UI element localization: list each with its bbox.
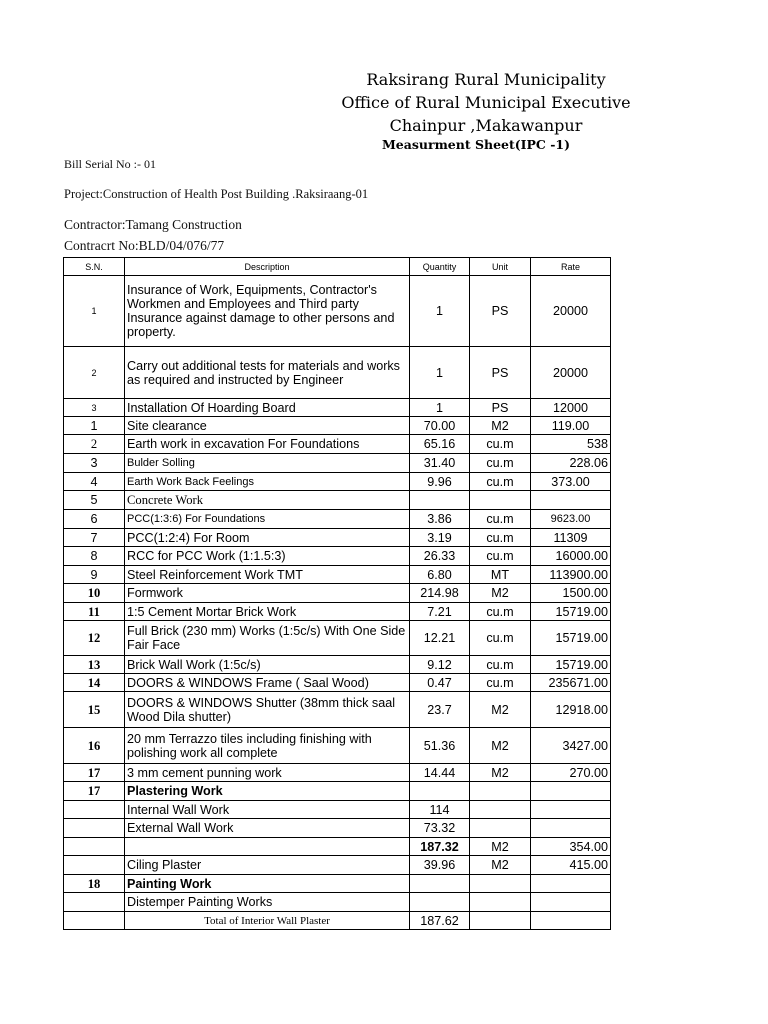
cell-unit: PS: [470, 347, 531, 399]
cell-unit: [470, 782, 531, 801]
cell-description: Ciling Plaster: [125, 856, 410, 875]
table-row: [64, 674, 611, 692]
cell-quantity: 187.32: [410, 838, 470, 856]
cell-description: 20 mm Terrazzo tiles including finishing with polishing work all complete: [125, 728, 410, 764]
cell-description: Earth work in excavation For Foundations: [125, 435, 410, 454]
cell-quantity: 14.44: [410, 764, 470, 782]
cell-unit: M2: [470, 584, 531, 603]
cell-description: Total of Interior Wall Plaster: [125, 912, 410, 930]
cell-quantity: 70.00: [410, 417, 470, 435]
cell-rate: 119.00: [531, 417, 611, 435]
column-header-rate: Rate: [531, 258, 611, 276]
sheet-title: Measurment Sheet(IPC -1): [381, 137, 571, 152]
cell-rate: 228.06: [531, 454, 611, 473]
table-row: [64, 692, 611, 728]
cell-quantity: 31.40: [410, 454, 470, 473]
cell-unit: cu.m: [470, 547, 531, 566]
cell-unit: M2: [470, 728, 531, 764]
cell-sn: 15: [64, 692, 125, 728]
cell-rate: 11309: [531, 529, 611, 547]
cell-description: Site clearance: [125, 417, 410, 435]
bill-serial: Bill Serial No :- 01: [64, 157, 156, 171]
cell-sn: [64, 819, 125, 838]
table-row: [64, 764, 611, 782]
cell-sn: 12: [64, 621, 125, 656]
cell-rate: 354.00: [531, 838, 611, 856]
cell-quantity: 73.32: [410, 819, 470, 838]
cell-sn: [64, 801, 125, 819]
cell-rate: 1500.00: [531, 584, 611, 603]
cell-unit: M2: [470, 764, 531, 782]
cell-rate: [531, 875, 611, 893]
cell-sn: 1: [64, 276, 125, 347]
cell-unit: MT: [470, 566, 531, 584]
cell-description: Formwork: [125, 584, 410, 603]
cell-description: 1:5 Cement Mortar Brick Work: [125, 603, 410, 621]
cell-sn: 2: [64, 347, 125, 399]
cell-description: DOORS & WINDOWS Shutter (38mm thick saal Wood Dila shutter): [125, 692, 410, 728]
cell-quantity: 3.19: [410, 529, 470, 547]
cell-unit: [470, 893, 531, 912]
cell-unit: PS: [470, 399, 531, 417]
table-row: [64, 621, 611, 656]
table-row: [64, 603, 611, 621]
municipality-title: Raksirang Rural Municipality: [366, 70, 606, 89]
cell-description: DOORS & WINDOWS Frame ( Saal Wood): [125, 674, 410, 692]
contractor-name: Contractor:Tamang Construction: [64, 217, 242, 232]
cell-sn: 13: [64, 656, 125, 674]
table-row: [64, 417, 611, 435]
cell-description: [125, 838, 410, 856]
cell-unit: M2: [470, 838, 531, 856]
cell-quantity: 23.7: [410, 692, 470, 728]
cell-unit: cu.m: [470, 656, 531, 674]
table-row: [64, 473, 611, 491]
cell-unit: [470, 801, 531, 819]
cell-unit: [470, 875, 531, 893]
table-row: [64, 584, 611, 603]
cell-rate: [531, 801, 611, 819]
table-row: [64, 399, 611, 417]
cell-rate: 538: [531, 435, 611, 454]
cell-description: Internal Wall Work: [125, 801, 410, 819]
cell-unit: cu.m: [470, 473, 531, 491]
column-header-sn: S.N.: [64, 258, 125, 276]
cell-quantity: [410, 491, 470, 510]
cell-quantity: 187.62: [410, 912, 470, 930]
table-row: [64, 547, 611, 566]
table-row: [64, 454, 611, 473]
table-header-row: [64, 258, 611, 276]
cell-quantity: 1: [410, 347, 470, 399]
cell-sn: 18: [64, 875, 125, 893]
cell-rate: [531, 782, 611, 801]
cell-unit: PS: [470, 276, 531, 347]
cell-sn: 8: [64, 547, 125, 566]
cell-sn: 2: [64, 435, 125, 454]
cell-unit: M2: [470, 692, 531, 728]
cell-quantity: 7.21: [410, 603, 470, 621]
cell-rate: [531, 893, 611, 912]
cell-sn: [64, 856, 125, 875]
cell-quantity: 1: [410, 276, 470, 347]
table-row: [64, 728, 611, 764]
cell-description: Full Brick (230 mm) Works (1:5c/s) With One Side Fair Face: [125, 621, 410, 656]
cell-description: Painting Work: [125, 875, 410, 893]
cell-sn: 5: [64, 491, 125, 510]
column-header-unit: Unit: [470, 258, 531, 276]
table-row: [64, 856, 611, 875]
cell-sn: [64, 838, 125, 856]
cell-unit: cu.m: [470, 435, 531, 454]
cell-rate: 20000: [531, 276, 611, 347]
cell-unit: [470, 912, 531, 930]
cell-quantity: 0.47: [410, 674, 470, 692]
cell-description: PCC(1:2:4) For Room: [125, 529, 410, 547]
table-row: [64, 276, 611, 347]
cell-rate: [531, 491, 611, 510]
cell-rate: 12918.00: [531, 692, 611, 728]
cell-rate: 20000: [531, 347, 611, 399]
cell-unit: cu.m: [470, 529, 531, 547]
cell-sn: 7: [64, 529, 125, 547]
cell-rate: 235671.00: [531, 674, 611, 692]
cell-unit: cu.m: [470, 674, 531, 692]
cell-rate: 15719.00: [531, 621, 611, 656]
cell-unit: cu.m: [470, 510, 531, 529]
cell-sn: 16: [64, 728, 125, 764]
cell-description: Earth Work Back Feelings: [125, 473, 410, 491]
cell-unit: [470, 491, 531, 510]
contract-number: Contracrt No:BLD/04/076/77: [64, 238, 225, 253]
cell-sn: 9: [64, 566, 125, 584]
cell-quantity: 1: [410, 399, 470, 417]
cell-quantity: 3.86: [410, 510, 470, 529]
cell-sn: 17: [64, 782, 125, 801]
cell-quantity: 12.21: [410, 621, 470, 656]
table-row: [64, 782, 611, 801]
cell-quantity: [410, 875, 470, 893]
column-header-description: Description: [125, 258, 410, 276]
office-title: Office of Rural Municipal Executive: [341, 93, 631, 112]
cell-quantity: 26.33: [410, 547, 470, 566]
table-row: [64, 656, 611, 674]
cell-sn: 3: [64, 454, 125, 473]
table-row: [64, 801, 611, 819]
cell-unit: cu.m: [470, 621, 531, 656]
cell-quantity: 114: [410, 801, 470, 819]
cell-rate: 373.00: [531, 473, 611, 491]
cell-unit: cu.m: [470, 603, 531, 621]
table-row: [64, 912, 611, 930]
cell-sn: [64, 893, 125, 912]
cell-description: Insurance of Work, Equipments, Contractor's Workmen and Employees and Third party Insurance against damage to other persons and property.: [125, 276, 410, 347]
cell-quantity: 39.96: [410, 856, 470, 875]
table-row: [64, 435, 611, 454]
cell-quantity: 51.36: [410, 728, 470, 764]
table-row: [64, 529, 611, 547]
cell-sn: 1: [64, 417, 125, 435]
table-row: [64, 510, 611, 529]
cell-description: PCC(1:3:6) For Foundations: [125, 510, 410, 529]
cell-sn: 6: [64, 510, 125, 529]
cell-sn: [64, 912, 125, 930]
cell-rate: 15719.00: [531, 603, 611, 621]
table-row: [64, 893, 611, 912]
cell-quantity: [410, 893, 470, 912]
project-name: Project:Construction of Health Post Building .Raksiraang-01: [64, 187, 369, 201]
cell-description: Carry out additional tests for materials and works as required and instructed by Engineer: [125, 347, 410, 399]
cell-quantity: 214.98: [410, 584, 470, 603]
cell-description: Concrete Work: [125, 491, 410, 510]
cell-rate: 415.00: [531, 856, 611, 875]
cell-sn: 3: [64, 399, 125, 417]
cell-quantity: 65.16: [410, 435, 470, 454]
cell-quantity: 6.80: [410, 566, 470, 584]
cell-sn: 11: [64, 603, 125, 621]
cell-description: Plastering Work: [125, 782, 410, 801]
cell-rate: 9623.00: [531, 510, 611, 529]
cell-rate: 113900.00: [531, 566, 611, 584]
cell-unit: M2: [470, 856, 531, 875]
cell-description: Distemper Painting Works: [125, 893, 410, 912]
table-row: [64, 491, 611, 510]
cell-rate: 270.00: [531, 764, 611, 782]
cell-description: Steel Reinforcement Work TMT: [125, 566, 410, 584]
cell-rate: [531, 819, 611, 838]
cell-description: Installation Of Hoarding Board: [125, 399, 410, 417]
cell-sn: 4: [64, 473, 125, 491]
table-row: [64, 566, 611, 584]
cell-sn: 14: [64, 674, 125, 692]
cell-rate: 3427.00: [531, 728, 611, 764]
table-row: [64, 347, 611, 399]
cell-description: RCC for PCC Work (1:1.5:3): [125, 547, 410, 566]
table-row: [64, 875, 611, 893]
table-row: [64, 838, 611, 856]
cell-sn: 10: [64, 584, 125, 603]
cell-description: Brick Wall Work (1:5c/s): [125, 656, 410, 674]
cell-unit: [470, 819, 531, 838]
column-header-quantity: Quantity: [410, 258, 470, 276]
cell-quantity: 9.12: [410, 656, 470, 674]
measurement-table: [63, 257, 611, 930]
cell-unit: cu.m: [470, 454, 531, 473]
cell-unit: M2: [470, 417, 531, 435]
cell-quantity: 9.96: [410, 473, 470, 491]
cell-rate: 15719.00: [531, 656, 611, 674]
cell-sn: 17: [64, 764, 125, 782]
table-row: [64, 819, 611, 838]
cell-rate: [531, 912, 611, 930]
cell-rate: 16000.00: [531, 547, 611, 566]
location-title: Chainpur ,Makawanpur: [389, 116, 583, 135]
cell-description: External Wall Work: [125, 819, 410, 838]
cell-description: Bulder Solling: [125, 454, 410, 473]
cell-description: 3 mm cement punning work: [125, 764, 410, 782]
cell-rate: 12000: [531, 399, 611, 417]
cell-quantity: [410, 782, 470, 801]
